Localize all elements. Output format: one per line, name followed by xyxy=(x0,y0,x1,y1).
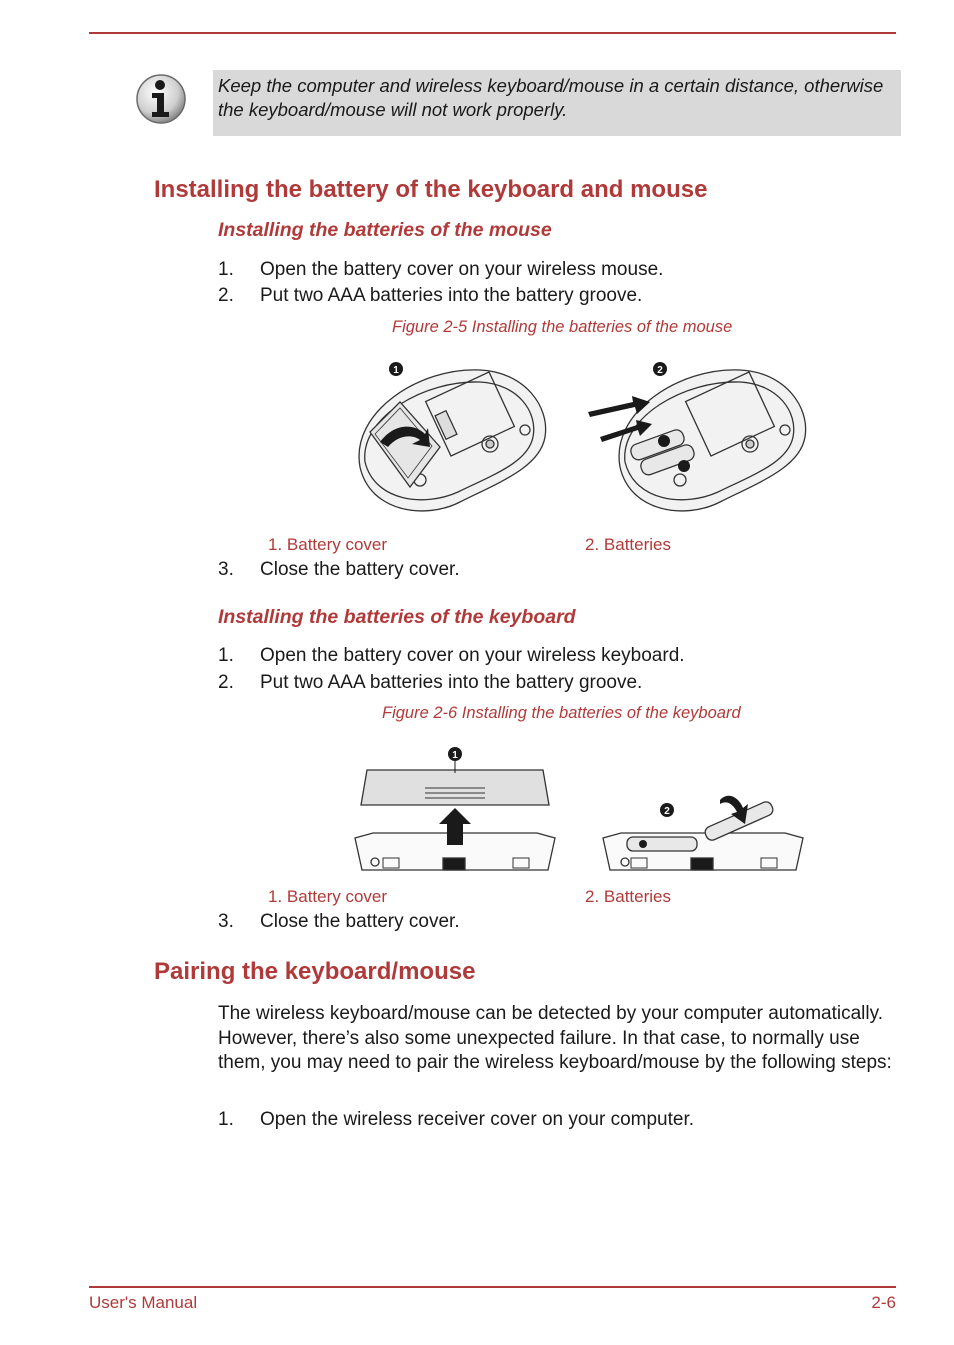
callout-1-label: 1 xyxy=(393,365,399,376)
legend-batteries: 2. Batteries xyxy=(585,535,671,554)
step-text: Put two AAA batteries into the battery groove. xyxy=(260,672,643,693)
subheading-mouse: Installing the batteries of the mouse xyxy=(218,219,552,241)
footer-page-number: 2-6 xyxy=(871,1293,896,1312)
step-number: 3. xyxy=(218,911,234,932)
callout-2 xyxy=(653,362,667,376)
list-item xyxy=(218,1109,694,1131)
legend-battery-cover: 1. Battery cover xyxy=(268,535,388,554)
step-number: 1. xyxy=(218,259,234,280)
section-heading-battery: Installing the battery of the keyboard and mouse xyxy=(154,176,708,203)
callout-1 xyxy=(389,362,403,376)
mouse-battery-figure xyxy=(340,352,820,527)
list-item xyxy=(218,259,663,281)
step-text: Open the battery cover on your wireless keyboard. xyxy=(260,645,685,666)
mouse-right-illustration xyxy=(619,370,806,511)
list-item xyxy=(218,672,642,694)
header-rule xyxy=(89,32,896,34)
footer-manual-title: User's Manual xyxy=(89,1293,198,1312)
figure-caption-mouse: Figure 2-5 Installing the batteries of the mouse xyxy=(392,318,733,336)
list-item xyxy=(218,559,460,581)
list-item xyxy=(218,645,685,667)
info-icon xyxy=(135,73,187,125)
step-text: Close the battery cover. xyxy=(260,559,460,580)
keyboard-right-illustration xyxy=(603,800,803,870)
legend-battery-cover: 1. Battery cover xyxy=(268,887,388,906)
note-text: Keep the computer and wireless keyboard/mouse in a certain distance, otherwise the keyboard/mouse will not work properly. xyxy=(218,75,884,120)
legend-batteries: 2. Batteries xyxy=(585,887,671,906)
step-number: 2. xyxy=(218,285,234,306)
subheading-keyboard: Installing the batteries of the keyboard xyxy=(218,606,576,628)
battery-minus-terminal xyxy=(678,460,690,472)
figure-caption-keyboard: Figure 2-6 Installing the batteries of the keyboard xyxy=(382,704,741,722)
battery-minus-terminal xyxy=(639,840,647,848)
step-number: 1. xyxy=(218,645,234,666)
pairing-paragraph: The wireless keyboard/mouse can be detected by your computer automatically. However, there’s also some unexpected failure. In that case, to normally use them, you may need to pair the wireless keyboard/mouse by the following steps: xyxy=(218,1003,892,1073)
callout-2 xyxy=(660,803,674,817)
list-item xyxy=(218,911,460,933)
step-number: 3. xyxy=(218,559,234,580)
footer-rule xyxy=(89,1286,896,1288)
step-text: Close the battery cover. xyxy=(260,911,460,932)
section-heading-pairing: Pairing the keyboard/mouse xyxy=(154,958,476,985)
callout-2-label: 2 xyxy=(664,806,670,817)
step-text: Open the wireless receiver cover on your computer. xyxy=(260,1109,695,1130)
keyboard-battery-figure xyxy=(345,740,815,880)
list-item xyxy=(218,285,642,307)
callout-2-label: 2 xyxy=(657,365,663,376)
step-number: 1. xyxy=(218,1109,234,1130)
step-number: 2. xyxy=(218,672,234,693)
step-text: Put two AAA batteries into the battery groove. xyxy=(260,285,643,306)
callout-1-label: 1 xyxy=(452,750,458,761)
step-text: Open the battery cover on your wireless mouse. xyxy=(260,259,664,280)
callout-1 xyxy=(448,747,462,773)
battery-plus-terminal xyxy=(658,435,670,447)
